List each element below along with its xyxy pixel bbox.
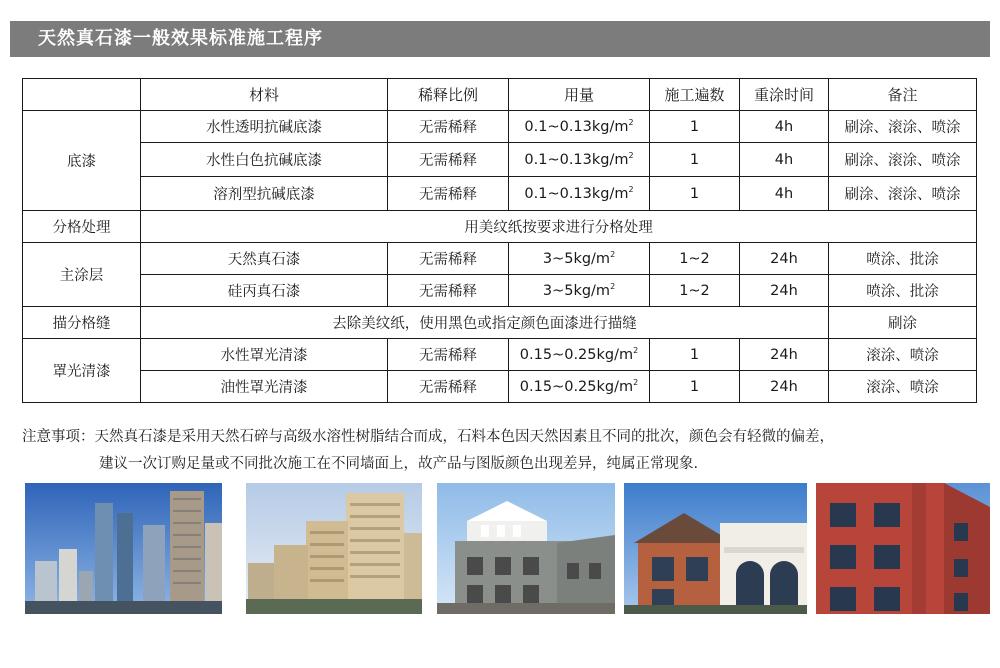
material-cell: 水性罩光清漆 bbox=[141, 339, 388, 371]
table-row bbox=[23, 177, 977, 211]
note-cell: 刷涂、滚涂、喷涂 bbox=[829, 177, 977, 211]
note-cell: 刷涂 bbox=[829, 307, 977, 339]
caution-note bbox=[22, 424, 987, 478]
header-cell-recoat: 重涂时间 bbox=[740, 79, 829, 111]
header-cell-passes: 施工遍数 bbox=[650, 79, 740, 111]
caution-line-1: 注意事项：天然真石漆是采用天然石碎与高级水溶性树脂结合而成，石料本色因天然因素且不同的批次，颜色会有轻微的偏差， bbox=[22, 429, 834, 445]
dilution-cell: 无需稀释 bbox=[388, 243, 509, 275]
dilution-cell: 无需稀释 bbox=[388, 371, 509, 403]
usage-value: 0.15~0.25kg/m bbox=[519, 379, 634, 395]
passes-cell: 1 bbox=[650, 339, 740, 371]
header-cell-usage: 用量 bbox=[509, 79, 650, 111]
procedure-table bbox=[22, 78, 977, 403]
usage-value: 0.15~0.25kg/m bbox=[519, 347, 634, 363]
stage-label: 描分格缝 bbox=[23, 307, 141, 339]
header-cell-note: 备注 bbox=[829, 79, 977, 111]
dilution-cell: 无需稀释 bbox=[388, 339, 509, 371]
usage-superscript: 2 bbox=[628, 185, 634, 194]
photo-grey-stone-villa bbox=[437, 483, 615, 614]
table-row bbox=[23, 111, 977, 143]
material-cell: 水性白色抗碱底漆 bbox=[141, 143, 388, 177]
material-cell: 硅丙真石漆 bbox=[141, 275, 388, 307]
header-cell-blank bbox=[23, 79, 141, 111]
seam-instruction: 去除美纹纸，使用黑色或指定颜色面漆进行描缝 bbox=[141, 307, 829, 339]
usage-value: 0.1~0.13kg/m bbox=[524, 186, 629, 202]
caution-line-2: 建议一次订购足量或不同批次施工在不同墙面上，故产品与图版颜色出现差异，纯属正常现象. bbox=[99, 456, 699, 472]
usage-value: 3~5kg/m bbox=[542, 283, 611, 299]
material-cell: 水性透明抗碱底漆 bbox=[141, 111, 388, 143]
note-cell: 喷涂、批涂 bbox=[829, 243, 977, 275]
table-row bbox=[23, 275, 977, 307]
note-cell: 滚涂、喷涂 bbox=[829, 339, 977, 371]
photo-red-apartment-facade bbox=[816, 483, 990, 614]
usage-superscript: 2 bbox=[633, 346, 639, 355]
passes-cell: 1~2 bbox=[650, 243, 740, 275]
stage-label: 罩光清漆 bbox=[23, 339, 141, 403]
table-header-row bbox=[23, 79, 977, 111]
usage-cell bbox=[509, 111, 650, 143]
recoat-cell: 4h bbox=[740, 111, 829, 143]
material-cell: 油性罩光清漆 bbox=[141, 371, 388, 403]
usage-cell bbox=[509, 143, 650, 177]
usage-cell bbox=[509, 243, 650, 275]
table-row bbox=[23, 339, 977, 371]
page-title: 天然真石漆一般效果标准施工程序 bbox=[38, 28, 323, 49]
usage-cell bbox=[509, 339, 650, 371]
passes-cell: 1~2 bbox=[650, 275, 740, 307]
usage-superscript: 2 bbox=[610, 282, 616, 291]
recoat-cell: 24h bbox=[740, 243, 829, 275]
note-cell: 滚涂、喷涂 bbox=[829, 371, 977, 403]
header-cell-material: 材料 bbox=[141, 79, 388, 111]
stage-label: 分格处理 bbox=[23, 211, 141, 243]
header-cell-dilution: 稀释比例 bbox=[388, 79, 509, 111]
passes-cell: 1 bbox=[650, 177, 740, 211]
title-banner bbox=[10, 21, 990, 57]
table-row bbox=[23, 371, 977, 403]
usage-cell bbox=[509, 177, 650, 211]
recoat-cell: 24h bbox=[740, 275, 829, 307]
usage-cell bbox=[509, 275, 650, 307]
table-row bbox=[23, 211, 977, 243]
passes-cell: 1 bbox=[650, 111, 740, 143]
photo-beige-apartments bbox=[246, 483, 422, 614]
usage-cell bbox=[509, 371, 650, 403]
passes-cell: 1 bbox=[650, 371, 740, 403]
usage-value: 0.1~0.13kg/m bbox=[524, 119, 629, 135]
recoat-cell: 4h bbox=[740, 177, 829, 211]
grid-instruction: 用美纹纸按要求进行分格处理 bbox=[141, 211, 977, 243]
material-cell: 溶剂型抗碱底漆 bbox=[141, 177, 388, 211]
dilution-cell: 无需稀释 bbox=[388, 275, 509, 307]
recoat-cell: 24h bbox=[740, 371, 829, 403]
recoat-cell: 24h bbox=[740, 339, 829, 371]
dilution-cell: 无需稀释 bbox=[388, 111, 509, 143]
usage-superscript: 2 bbox=[628, 151, 634, 160]
table-row bbox=[23, 307, 977, 339]
dilution-cell: 无需稀释 bbox=[388, 143, 509, 177]
dilution-cell: 无需稀释 bbox=[388, 177, 509, 211]
table-row bbox=[23, 143, 977, 177]
stage-label: 底漆 bbox=[23, 111, 141, 211]
passes-cell: 1 bbox=[650, 143, 740, 177]
usage-superscript: 2 bbox=[628, 118, 634, 127]
material-cell: 天然真石漆 bbox=[141, 243, 388, 275]
usage-superscript: 2 bbox=[610, 250, 616, 259]
recoat-cell: 4h bbox=[740, 143, 829, 177]
photo-red-brick-villa bbox=[624, 483, 807, 614]
note-cell: 喷涂、批涂 bbox=[829, 275, 977, 307]
stage-label: 主涂层 bbox=[23, 243, 141, 307]
note-cell: 刷涂、滚涂、喷涂 bbox=[829, 143, 977, 177]
usage-value: 0.1~0.13kg/m bbox=[524, 152, 629, 168]
usage-value: 3~5kg/m bbox=[542, 251, 611, 267]
photo-highrise-towers bbox=[25, 483, 222, 614]
note-cell: 刷涂、滚涂、喷涂 bbox=[829, 111, 977, 143]
usage-superscript: 2 bbox=[633, 378, 639, 387]
table-row bbox=[23, 243, 977, 275]
